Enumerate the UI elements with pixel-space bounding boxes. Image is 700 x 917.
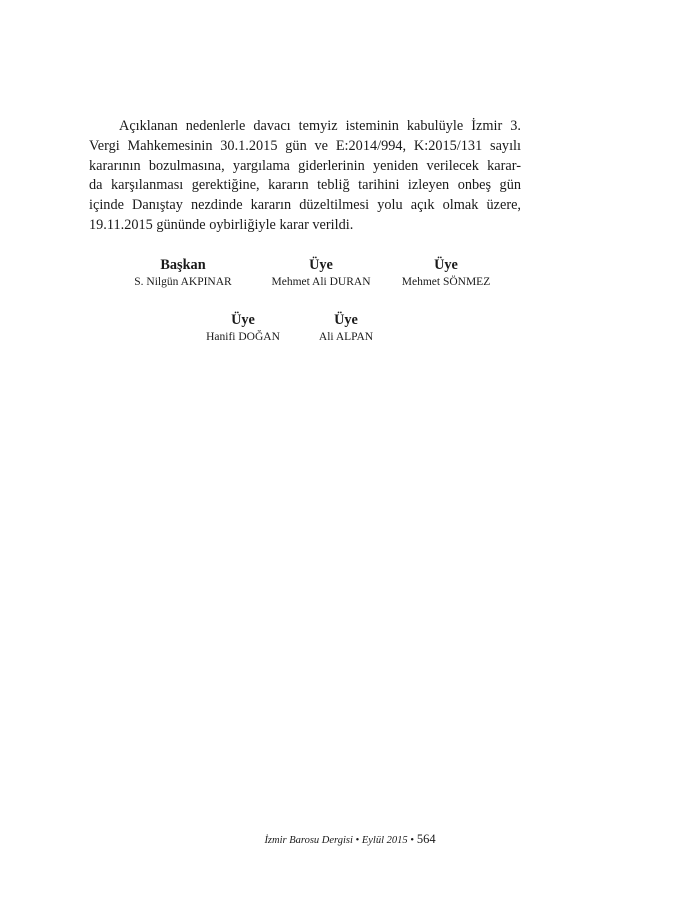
page-footer <box>0 831 700 849</box>
page-number: 564 <box>416 832 436 846</box>
signature-name: Mehmet SÖNMEZ <box>401 276 491 288</box>
journal-name: İzmir Barosu Dergisi • Eylül 2015 • <box>264 835 414 846</box>
signature-role: Başkan <box>160 257 206 273</box>
signature-name: Hanifi DOĞAN <box>206 331 280 343</box>
signature-block-member <box>271 311 421 345</box>
decision-paragraph <box>89 117 521 236</box>
signature-role: Üye <box>309 257 333 273</box>
signature-name: S. Nilgün AKPINAR <box>134 276 232 288</box>
paragraph-line: 19.11.2015 gününde oybirliğiyle karar verildi. <box>89 216 354 233</box>
signature-role: Üye <box>334 312 358 328</box>
signature-block-president <box>108 256 258 290</box>
paragraph-line: içinde Danıştay nezdinde kararın düzeltilmesi yolu açık olmak üzere, <box>89 197 521 214</box>
paragraph-line: Açıklanan nedenlerle davacı temyiz isteminin kabulüyle İzmir 3. <box>119 118 521 134</box>
paragraph-line: kararının bozulmasına, yargılama giderlerinin yeniden verilecek karar- <box>89 157 521 174</box>
paragraph-line: Vergi Mahkemesinin 30.1.2015 gün ve E:2014/994, K:2015/131 sayılı <box>89 137 521 154</box>
decision-text <box>89 117 521 236</box>
signature-role: Üye <box>231 312 255 328</box>
signature-name: Mehmet Ali DURAN <box>271 276 371 288</box>
signature-role: Üye <box>434 257 458 273</box>
paragraph-line: da karşılanması gerektiğine, kararın tebliğ tarihini izleyen onbeş gün <box>89 177 521 194</box>
signature-name: Ali ALPAN <box>318 331 374 343</box>
signature-block-member <box>371 256 521 290</box>
